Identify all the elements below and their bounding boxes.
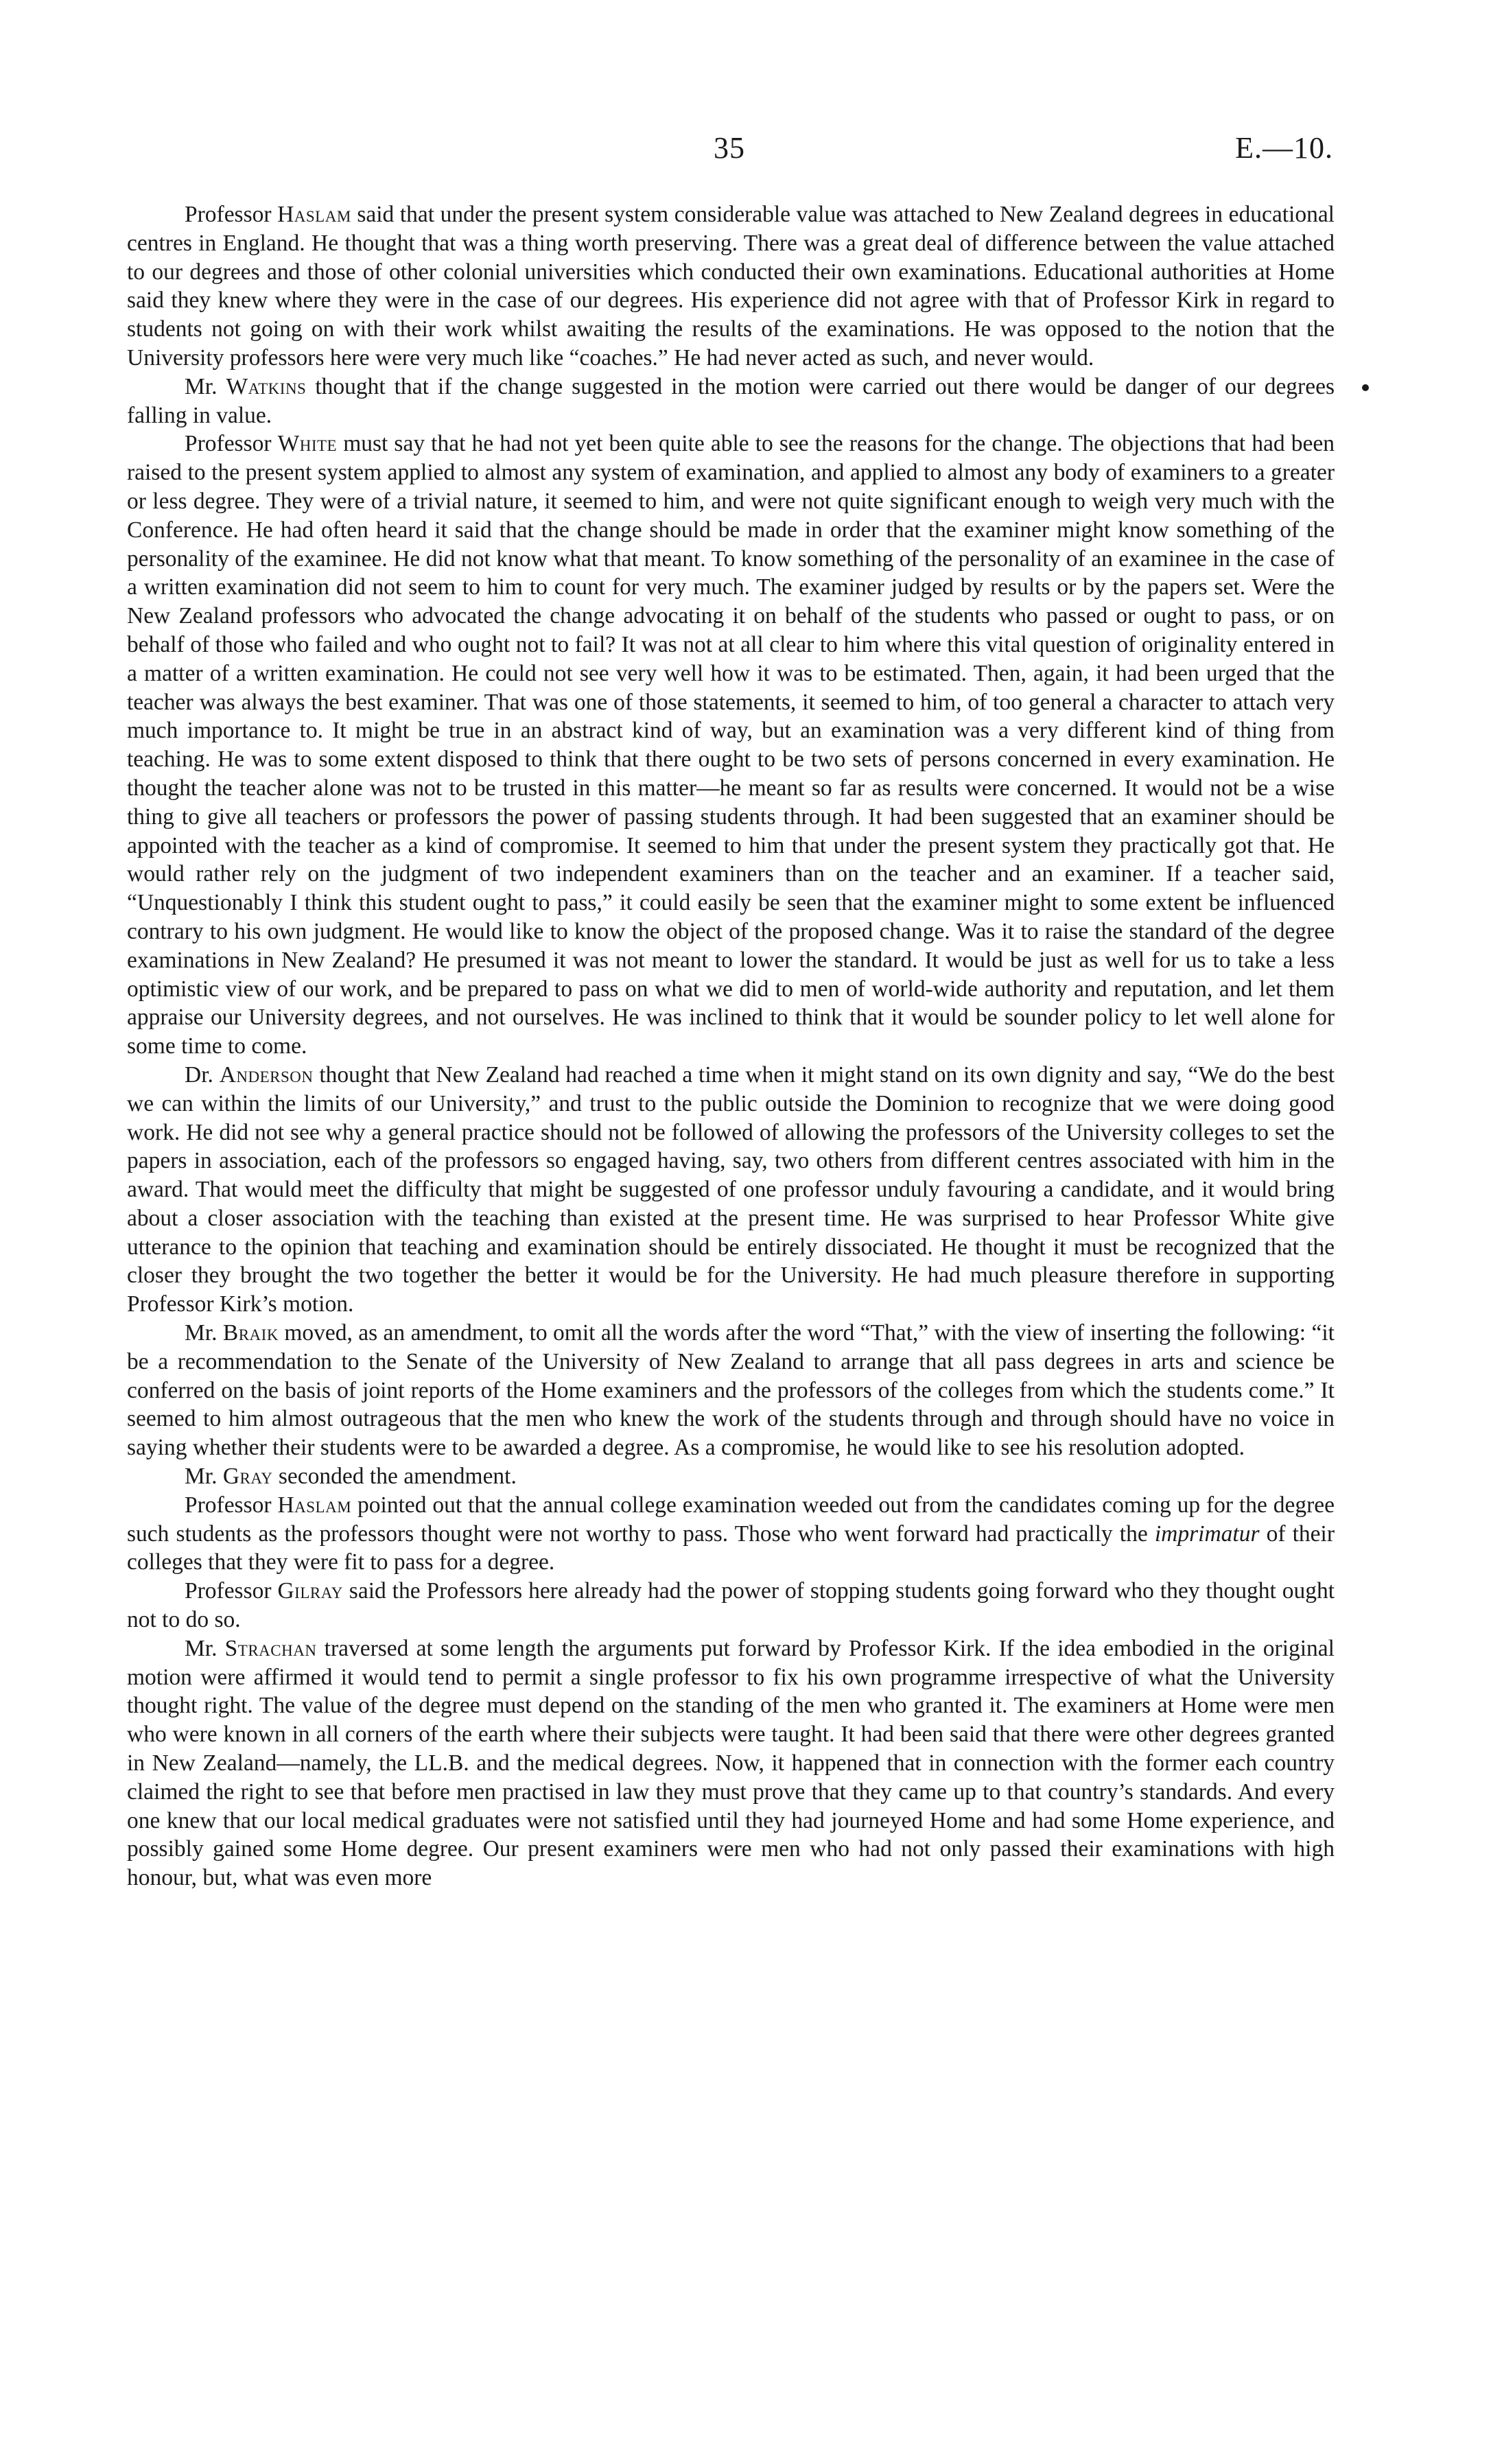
speaker-name: Watkins (226, 373, 307, 399)
paragraph-white: Professor White must say that he had not yet been quite able to see the reasons for the change. The objections that had been raised to the present system applied to almost any system of examination, and applied to almost any body of examiners to a greater or less degree. They were of a trivial nature, it seemed to him, and were not quite significant enough to weigh very much with the Conference. He had often heard it said that the change should be made in order that the examiner might know something of the personality of the examinee. He did not know what that meant. To know something of the personality of an examinee in the case of a written examination did not seem to him to count for very much. The examiner judged by results or by the papers set. Were the New Zealand professors who advocated the change advocating it on behalf of the students who passed or ought to pass, or on behalf of those who failed and who ought not to fail? It was not at all clear to him where this vital question of originality entered in a matter of a written examination. He could not see very well how it was to be estimated. Then, again, it had been urged that the teacher was always the best examiner. That was one of those statements, it seemed to him, of too general a character to attach very much importance to. It might be true in an abstract kind of way, but an examination was a very different kind of thing from teaching. He was to some extent disposed to think that there ought to be two sets of persons concerned in every examination. He thought the teacher alone was not to be trusted in this matter—he meant so far as results were concerned. It would not be a wise thing to give all teachers or professors the power of passing students through. It had been suggested that an examiner should be appointed with the teacher as a kind of compromise. It seemed to him that under the present system they practically got that. He would rather rely on the judgment of two independent examiners than on the teacher and an examiner. If a teacher said, “Unquestionably I think this student ought to pass,” it could easily be seen that the examiner might to some extent be influenced contrary to his own judgment. He would like to know the object of the proposed change. Was it to raise the standard of the degree examinations in New Zealand? He presumed it was not meant to lower the standard. It would be just as well for us to take a less optimistic view of our work, and be prepared to pass on what we did to men of world-wide authority and reputation, and let them appraise our University degrees, and not ourselves. He was inclined to think that it would be sounder policy to let well alone for some time to come. (127, 431, 1335, 1059)
paragraph-braik: Mr. Braik moved, as an amendment, to omit all the words after the word “That,” with the view of inserting the following: “it be a recommendation to the Senate of the University of New Zealand to arrange that all pass degrees in arts and science be conferred on the basis of joint reports of the Home examiners and the professors of the colleges from which the students come.” It seemed to him almost outrageous that the men who knew the work of the students through and through should have no voice in saying whether their students were to be awarded a degree. As a compromise, he would like to see his resolution adopted. (127, 1320, 1335, 1461)
paragraph-gray: Mr. Gray seconded the amendment. (185, 1464, 517, 1490)
margin-mark (1362, 384, 1369, 391)
paragraph-haslam-2: Professor Haslam pointed out that the annual college examination weeded out from the candidates coming up for the degree such students as the professors thought were not worthy to pass. Those who went forward had practically the imprimatur of their colleges that they were fit to pass for a degree. (127, 1492, 1335, 1575)
paragraph-watkins: Mr. Watkins thought that if the change suggested in the motion were carried out there would be danger of our degrees falling in value. (127, 373, 1335, 428)
document-reference: E.—10. (1235, 131, 1333, 165)
speaker-name: Haslam (277, 202, 351, 227)
speaker-name: White (277, 431, 338, 457)
speaker-name: Strachan (224, 1635, 317, 1661)
speaker-name: Gilray (277, 1578, 343, 1604)
speaker-name: Anderson (219, 1061, 314, 1088)
paragraph-anderson: Dr. Anderson thought that New Zealand had reached a time when it might stand on its own dignity and say, “We do the best we can within the limits of our University,” and trust to the public outside the Dominion to recognize that we were doing good work. He did not see why a general practice should not be followed of allowing the professors of the University colleges to set the papers in association, each of the professors so engaged having, say, two others from different centres associated with him in the award. That would meet the difficulty that might be suggested of one professor unduly favouring a candidate, and it would bring about a closer association with the teaching than existed at the present time. He was surprised to hear Professor White give utterance to the opinion that teaching and examination should be entirely dissociated. He thought it must be recognized that the closer they brought the two together the better it would be for the University. He had much pleasure therefore in supporting Professor Kirk’s motion. (127, 1061, 1335, 1317)
page-number: 35 (714, 131, 745, 165)
speaker-name: Braik (222, 1320, 279, 1346)
italic-term: imprimatur (1154, 1521, 1260, 1547)
page-header (0, 130, 1491, 172)
paragraph-gilray: Professor Gilray said the Professors here already had the power of stopping students going forward who they thought ought not to do so. (127, 1578, 1335, 1633)
speaker-name: Gray (222, 1464, 273, 1490)
body-text (127, 200, 1335, 1892)
paragraph-haslam-1: Professor Haslam said that under the present system considerable value was attached to New Zealand degrees in educational centres in England. He thought that was a thing worth preserving. There was a great deal of difference between the value attached to our degrees and those of other colonial universities which conducted their own examinations. Educational authorities at Home said they knew where they were in the case of our degrees. His experience did not agree with that of Professor Kirk in regard to students not going on with their work whilst awaiting the results of the examinations. He was opposed to the notion that the University professors here were very much like “coaches.” He had never acted as such, and never would. (127, 202, 1335, 371)
speaker-name: Haslam (277, 1492, 352, 1518)
paragraph-strachan: Mr. Strachan traversed at some length the arguments put forward by Professor Kirk. If the idea embodied in the original motion were affirmed it would tend to permit a single professor to fix his own programme irrespective of what the University thought right. The value of the degree must depend on the standing of the men who granted it. The examiners at Home were men who were known in all corners of the earth where their subjects were taught. It had been said that there were other degrees granted in New Zealand—namely, the LL.B. and the medical degrees. Now, it happened that in connection with the former each country claimed the right to see that before men practised in law they must prove that they came up to that country’s standards. And every one knew that our local medical graduates were not satisfied until they had journeyed Home and had some Home experience, and possibly gained some Home degree. Our present examiners were men who had not only passed their examinations with high honour, but, what was even more (127, 1635, 1335, 1891)
